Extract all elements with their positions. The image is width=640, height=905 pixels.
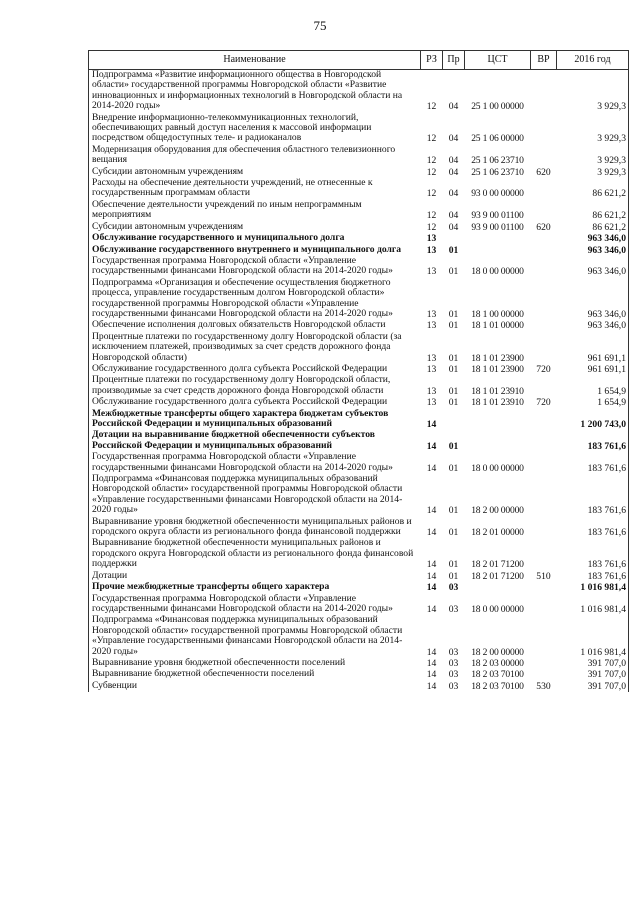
cell-rz: 12 (426, 221, 437, 233)
cell-name: Подпрограмма «Организация и обеспечение осуществления бюджетного процесса, управление государственным долгом Новгородской области» государственной программы Новгородской области «Управление государственными финансами Новгородской области на 2014-2020 годы» (89, 278, 421, 321)
table-row (89, 245, 629, 256)
cell-rz: 14 (426, 646, 437, 658)
cell-vr (531, 517, 557, 539)
cell-sum: 3 929,3 (557, 113, 629, 145)
cell-name: Дотации на выравнивание бюджетной обеспеченности субъектов Российской Федерации и муниципальных образований (89, 430, 421, 452)
cell-pr (443, 233, 465, 244)
cell-sum: 391 707,0 (557, 669, 629, 680)
cell-cst: 25 1 06 23710 (471, 166, 524, 178)
cell-pr: 04 (448, 210, 459, 222)
cell-vr: 620 (536, 221, 551, 233)
cell-sum: 963 346,0 (557, 245, 629, 256)
cell-name: Субсидии автономным учреждениям (89, 167, 421, 178)
cell-pr: 01 (448, 363, 459, 375)
table-row (89, 615, 629, 658)
cell-rz: 14 (426, 603, 437, 615)
cell-cst: 18 1 01 23910 (471, 385, 524, 397)
cell-vr (531, 594, 557, 616)
cell-cst: 18 1 00 00000 (471, 308, 524, 320)
cell-vr (531, 538, 557, 570)
cell-name: Расходы на обеспечение деятельности учреждений, не отнесенные к государственным программам области (89, 178, 421, 200)
table-row (89, 332, 629, 364)
cell-pr: 01 (448, 320, 459, 332)
cell-cst: 18 0 00 00000 (471, 266, 524, 278)
table-row (89, 278, 629, 321)
cell-rz: 13 (426, 233, 437, 245)
cell-name: Субсидии автономным учреждениям (89, 222, 421, 233)
cell-sum: 183 761,6 (557, 571, 629, 582)
table-row (89, 474, 629, 517)
cell-vr (531, 178, 557, 200)
cell-vr (531, 375, 557, 397)
cell-vr: 720 (536, 397, 551, 409)
cell-cst: 18 2 01 00000 (471, 527, 524, 539)
cell-pr: 03 (448, 646, 459, 658)
cell-name: Обслуживание государственного и муниципального долга (89, 233, 421, 244)
cell-rz: 12 (426, 155, 437, 167)
table-row (89, 178, 629, 200)
cell-pr: 01 (448, 266, 459, 278)
cell-name: Модернизация оборудования для обеспечения областного телевизионного вещания (89, 145, 421, 167)
cell-vr (531, 145, 557, 167)
cell-rz: 14 (426, 527, 437, 539)
table-row (89, 452, 629, 474)
cell-rz: 13 (426, 363, 437, 375)
cell-rz: 13 (426, 385, 437, 397)
cell-vr: 720 (536, 363, 551, 375)
cell-rz: 12 (426, 101, 437, 113)
header-row (89, 51, 629, 70)
cell-sum: 86 621,2 (557, 178, 629, 200)
cell-sum: 86 621,2 (557, 200, 629, 222)
cell-name: Выравнивание уровня бюджетной обеспеченности муниципальных районов и городского округа области из регионального фонда финансовой поддержки (89, 517, 421, 539)
cell-name: Подпрограмма «Финансовая поддержка муниципальных образований Новгородской области» государственной программы Новгородской области «Управление государственными финансами Новгородской области на 2014-2020 годы» (89, 615, 421, 658)
cell-vr (531, 113, 557, 145)
col-header-sum: 2016 год (557, 51, 629, 70)
cell-pr: 01 (448, 352, 459, 364)
cell-cst (465, 233, 531, 244)
cell-cst: 18 0 00 00000 (471, 462, 524, 474)
cell-name: Обеспечение исполнения долговых обязательств Новгородской области (89, 320, 421, 331)
cell-cst: 25 1 06 00000 (471, 133, 524, 145)
cell-rz: 13 (426, 308, 437, 320)
cell-sum: 183 761,6 (557, 430, 629, 452)
cell-cst: 18 2 03 70100 (471, 680, 524, 692)
cell-name: Субвенции (89, 681, 421, 692)
cell-pr: 01 (448, 570, 459, 582)
col-header-pr: Пр (443, 51, 465, 70)
cell-sum: 86 621,2 (557, 222, 629, 233)
cell-pr: 04 (448, 101, 459, 113)
cell-cst (465, 582, 531, 593)
cell-vr (531, 452, 557, 474)
cell-pr: 01 (448, 308, 459, 320)
cell-rz: 13 (426, 320, 437, 332)
table-row (89, 167, 629, 178)
cell-pr: 01 (448, 527, 459, 539)
cell-sum: 3 929,3 (557, 70, 629, 113)
cell-rz: 14 (426, 559, 437, 571)
cell-rz: 12 (426, 188, 437, 200)
cell-sum: 961 691,1 (557, 364, 629, 375)
table-row (89, 669, 629, 680)
table-row (89, 200, 629, 222)
cell-name: Выравнивание бюджетной обеспеченности поселений (89, 669, 421, 680)
cell-vr (531, 669, 557, 680)
cell-name: Внедрение информационно-телекоммуникационных технологий, обеспечивающих равный доступ населения к массовой информации посредством общедоступных теле- и радиоканалов (89, 113, 421, 145)
table-row (89, 594, 629, 616)
cell-rz: 14 (426, 462, 437, 474)
cell-cst: 18 2 03 00000 (471, 657, 524, 669)
cell-sum: 963 346,0 (557, 233, 629, 244)
cell-vr (531, 70, 557, 113)
cell-pr: 04 (448, 166, 459, 178)
cell-rz: 13 (426, 266, 437, 278)
cell-name: Процентные платежи по государственному долгу Новгородской области (за исключением платежей, производимых за счет средств дорожного фонда Новгородской области) (89, 332, 421, 364)
cell-name: Обслуживание государственного долга субъекта Российской Федерации (89, 364, 421, 375)
page-number: 75 (313, 18, 327, 33)
cell-cst: 25 1 00 00000 (471, 101, 524, 113)
cell-pr: 01 (448, 385, 459, 397)
col-header-name: Наименование (89, 51, 421, 70)
cell-sum: 3 929,3 (557, 167, 629, 178)
cell-sum: 1 200 743,0 (557, 409, 629, 431)
cell-rz: 14 (426, 419, 437, 430)
table-row (89, 70, 629, 113)
cell-rz: 13 (426, 397, 437, 409)
cell-rz: 14 (426, 657, 437, 669)
cell-name: Выравнивание уровня бюджетной обеспеченности поселений (89, 658, 421, 669)
cell-vr (531, 320, 557, 331)
table-row (89, 517, 629, 539)
cell-name: Обслуживание государственного долга субъекта Российской Федерации (89, 397, 421, 408)
cell-name: Межбюджетные трансферты общего характера бюджетам субъектов Российской Федерации и муниципальных образований (89, 409, 421, 431)
cell-vr (531, 658, 557, 669)
cell-pr: 04 (448, 133, 459, 145)
cell-name: Государственная программа Новгородской области «Управление государственными финансами Новгородской области на 2014-2020 годы» (89, 256, 421, 278)
table-row (89, 658, 629, 669)
table-row (89, 145, 629, 167)
cell-name: Обеспечение деятельности учреждений по иным непрограммным мероприятиям (89, 200, 421, 222)
table-row (89, 364, 629, 375)
cell-vr (531, 474, 557, 517)
cell-pr: 03 (448, 603, 459, 615)
table-row (89, 256, 629, 278)
cell-rz: 14 (426, 570, 437, 582)
cell-name: Государственная программа Новгородской области «Управление государственными финансами Новгородской области на 2014-2020 годы» (89, 452, 421, 474)
table-row (89, 113, 629, 145)
cell-vr (531, 430, 557, 452)
cell-sum: 1 016 981,4 (557, 594, 629, 616)
cell-sum: 1 016 981,4 (557, 582, 629, 593)
cell-cst (465, 430, 531, 452)
table-row (89, 320, 629, 331)
cell-vr (531, 615, 557, 658)
cell-cst: 93 9 00 01100 (471, 221, 524, 233)
cell-rz: 14 (426, 680, 437, 692)
cell-vr (531, 332, 557, 364)
cell-vr (531, 233, 557, 244)
cell-sum: 963 346,0 (557, 256, 629, 278)
cell-pr: 04 (448, 155, 459, 167)
cell-rz: 12 (426, 133, 437, 145)
cell-cst: 18 1 01 23900 (471, 363, 524, 375)
cell-pr: 01 (448, 397, 459, 409)
cell-vr (531, 582, 557, 593)
cell-pr: 01 (448, 244, 459, 256)
table-row (89, 582, 629, 593)
cell-vr (531, 245, 557, 256)
cell-name: Прочие межбюджетные трансферты общего характера (89, 582, 421, 593)
cell-pr: 03 (448, 669, 459, 681)
cell-rz: 14 (426, 505, 437, 517)
cell-name: Государственная программа Новгородской области «Управление государственными финансами Новгородской области на 2014-2020 годы» (89, 594, 421, 616)
cell-name: Дотации (89, 571, 421, 582)
col-header-cst: ЦСТ (465, 51, 531, 70)
cell-pr: 01 (448, 440, 459, 452)
cell-rz: 12 (426, 166, 437, 178)
cell-sum: 183 761,6 (557, 517, 629, 539)
cell-rz: 13 (426, 244, 437, 256)
cell-vr (531, 200, 557, 222)
cell-cst: 18 2 01 71200 (471, 570, 524, 582)
cell-cst: 18 1 01 23900 (471, 352, 524, 364)
cell-sum: 183 761,6 (557, 452, 629, 474)
cell-cst (465, 245, 531, 256)
cell-cst: 18 2 03 70100 (471, 669, 524, 681)
table-row (89, 430, 629, 452)
cell-pr: 01 (448, 462, 459, 474)
cell-sum: 963 346,0 (557, 320, 629, 331)
cell-cst: 18 2 00 00000 (471, 646, 524, 658)
cell-name: Подпрограмма «Финансовая поддержка муниципальных образований Новгородской области» государственной программы Новгородской области «Управление государственными финансами Новгородской области на 2014-2020 годы» (89, 474, 421, 517)
cell-cst: 18 0 00 00000 (471, 603, 524, 615)
cell-sum: 963 346,0 (557, 278, 629, 321)
cell-pr: 03 (448, 582, 459, 594)
cell-sum: 183 761,6 (557, 474, 629, 517)
cell-vr: 510 (536, 570, 551, 582)
cell-sum: 391 707,0 (557, 658, 629, 669)
cell-pr: 01 (448, 559, 459, 571)
cell-pr: 04 (448, 188, 459, 200)
col-header-rz: РЗ (421, 51, 443, 70)
col-header-vr: ВР (531, 51, 557, 70)
cell-cst (465, 409, 531, 431)
cell-name: Обслуживание государственного внутреннего и муниципального долга (89, 245, 421, 256)
cell-sum: 1 016 981,4 (557, 615, 629, 658)
cell-sum: 1 654,9 (557, 375, 629, 397)
table-body (89, 70, 629, 693)
cell-name: Процентные платежи по государственному долгу Новгородской области, производимые за счет средств дорожного фонда Новгородской области (89, 375, 421, 397)
cell-vr (531, 409, 557, 431)
cell-vr: 530 (536, 680, 551, 692)
budget-table-container (88, 50, 628, 692)
table-row (89, 681, 629, 692)
cell-sum: 1 654,9 (557, 397, 629, 408)
cell-pr: 03 (448, 680, 459, 692)
budget-table (88, 50, 629, 692)
cell-cst: 18 1 01 23910 (471, 397, 524, 409)
cell-cst: 25 1 06 23710 (471, 155, 524, 167)
table-row (89, 409, 629, 431)
cell-cst: 18 1 01 00000 (471, 320, 524, 332)
cell-rz: 14 (426, 669, 437, 681)
cell-pr: 01 (448, 505, 459, 517)
table-row (89, 375, 629, 397)
cell-sum: 391 707,0 (557, 681, 629, 692)
cell-sum: 3 929,3 (557, 145, 629, 167)
cell-pr: 03 (448, 657, 459, 669)
table-row (89, 222, 629, 233)
cell-name: Выравнивание бюджетной обеспеченности муниципальных районов и городского округа Новгородской области из регионального фонда финансовой поддержки (89, 538, 421, 570)
cell-pr: 04 (448, 221, 459, 233)
table-row (89, 397, 629, 408)
cell-pr (443, 409, 465, 431)
cell-cst: 93 9 00 01100 (471, 210, 524, 222)
cell-cst: 18 2 00 00000 (471, 505, 524, 517)
cell-cst: 18 2 01 71200 (471, 559, 524, 571)
cell-rz: 12 (426, 210, 437, 222)
table-row (89, 538, 629, 570)
table-row (89, 571, 629, 582)
cell-sum: 961 691,1 (557, 332, 629, 364)
cell-rz: 14 (426, 582, 437, 594)
table-row (89, 233, 629, 244)
cell-vr: 620 (536, 166, 551, 178)
table-header (89, 51, 629, 70)
cell-rz: 14 (426, 440, 437, 452)
cell-cst: 93 0 00 00000 (471, 188, 524, 200)
cell-vr (531, 278, 557, 321)
cell-name: Подпрограмма «Развитие информационного общества в Новгородской области» государственной программы Новгородской области «Развитие инновационных и информационных технологий в Новгородской области на 2014-2020 годы» (89, 70, 421, 113)
cell-sum: 183 761,6 (557, 538, 629, 570)
cell-rz: 13 (426, 352, 437, 364)
cell-vr (531, 256, 557, 278)
